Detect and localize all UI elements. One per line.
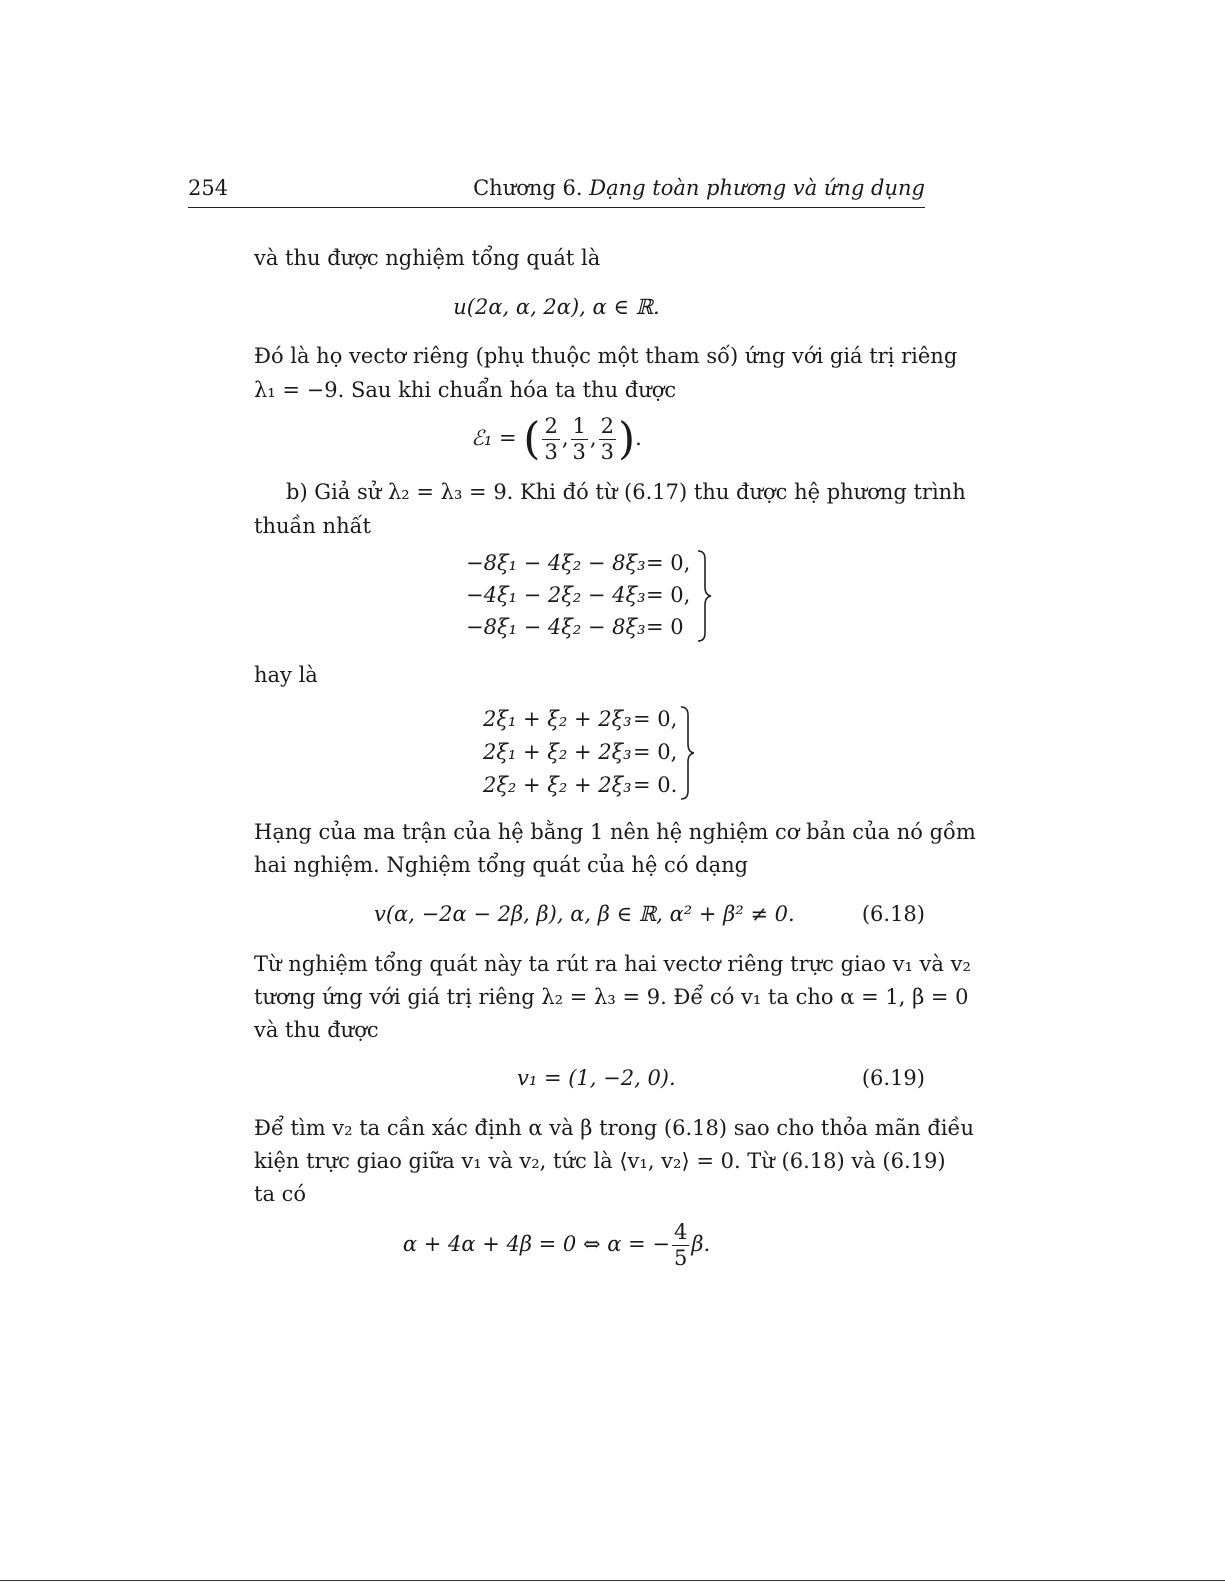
system-row: 2ξ₁ + ξ₂ + 2ξ₃	[483, 740, 632, 764]
text-line: hay là	[254, 663, 318, 687]
fraction: $\frac{2}{3}$	[600, 414, 614, 464]
text-line: ta có	[254, 1182, 307, 1206]
right-brace	[696, 549, 714, 643]
right-paren: )	[617, 413, 636, 465]
equation-normalized-vector: ℰ₁ = ( $\frac{2}{3}$ , $\frac{1}{3}$ , $\frac{2}{3}$ ).	[471, 413, 642, 465]
system-row: −4ξ₁ − 2ξ₂ − 4ξ₃	[466, 583, 646, 607]
equation-number: (6.19)	[861, 1066, 925, 1090]
text-line: Để tìm v₂ ta cần xác định α và β trong (6.18) sao cho thỏa mãn điều	[254, 1116, 974, 1140]
equation-alpha-beta: α + 4α + 4β = 0 ⇔ α = − $\frac{4}{5}$ β.	[402, 1220, 711, 1270]
text-line: Từ nghiệm tổng quát này ta rút ra hai vectơ riêng trực giao v₁ và v₂	[254, 952, 971, 976]
text-line: λ₁ = −9. Sau khi chuẩn hóa ta thu được	[254, 378, 677, 402]
header-rule	[188, 207, 925, 208]
equation-number: (6.18)	[861, 902, 925, 926]
system-row: −8ξ₁ − 4ξ₂ − 8ξ₃	[466, 551, 646, 575]
text-line: Đó là họ vectơ riêng (phụ thuộc một tham số) ứng với giá trị riêng	[254, 344, 958, 368]
running-header	[473, 178, 925, 199]
system-row: 2ξ₂ + ξ₂ + 2ξ₃	[483, 773, 632, 797]
equation-general-solution: u(2α, α, 2α), α ∈ ℝ.	[453, 295, 660, 319]
bottom-rule	[0, 1580, 1225, 1581]
fraction: $\frac{2}{3}$	[544, 414, 558, 464]
system-row: −8ξ₁ − 4ξ₂ − 8ξ₃	[466, 615, 646, 639]
right-brace	[679, 705, 697, 801]
equation-6-18: v(α, −2α − 2β, β), α, β ∈ ℝ, α² + β² ≠ 0.	[374, 902, 795, 926]
eq-lhs: ℰ₁ =	[471, 426, 524, 450]
equation-6-19: v₁ = (1, −2, 0).	[517, 1066, 676, 1090]
text-line: tương ứng với giá trị riêng λ₂ = λ₃ = 9. Để có v₁ ta cho α = 1, β = 0	[254, 985, 969, 1009]
document-page: 254 Chương 6. Dạng toàn phương và ứng dụng và thu được nghiệm tổng quát là u(2α, α, 2α), α ∈ ℝ. Đó là họ vectơ riêng (phụ thuộc một tham số) ứng với giá trị riêng λ₁ = −9. Sau khi chuẩn hóa ta thu được ℰ₁ = ( $\frac{2}{3}$ , $\frac{1}{3}$ , $\frac{2}{3}$ ). b) Giả sử λ₂ = λ₃ = 9. Khi đó từ (6.17) thu được hệ phương trình thuần nhất −8ξ₁ − 4ξ₂ − 8ξ₃ = 0, −4ξ₁ − 2ξ₂ − 4ξ₃ = 0, −8ξ₁ − 4ξ₂ − 8ξ₃ = 0 hay là 2ξ₁ + ξ₂ + 2ξ₃ = 0, 2ξ₁ + ξ₂ + 2ξ₃ = 0, 2ξ₂ + ξ₂ + 2ξ₃ = 0. Hạng của ma trận của hệ bằng 1 nên hệ nghiệm cơ bản của nó gồm hai nghiệm. Nghiệm tổng quát của hệ có dạng v(α, −2α − 2β, β), α, β ∈ ℝ, α² + β² ≠ 0. (6.18) Từ nghiệm tổng quát này ta rút ra hai vectơ riêng trực giao v₁ và v₂ tương ứng với giá trị riêng λ₂ = λ₃ = 9. Để có v₁ ta cho α = 1, β = 0 và thu được v₁ = (1, −2, 0). (6.19) Để tìm v₂ ta cần xác định α và β trong (6.18) sao cho thỏa mãn điều kiện trực giao giữa v₁ và v₂, tức là ⟨v₁, v₂⟩ = 0. Từ (6.18) và (6.19) ta có α + 4α + 4β = 0 ⇔ α = − $\frac{4}{5}$ β.	[0, 0, 1225, 1585]
chapter-title: Dạng toàn phương và ứng dụng	[589, 176, 925, 200]
fraction: $\frac{4}{5}$	[673, 1220, 688, 1270]
text-line: thuần nhất	[254, 514, 371, 538]
page-number: 254	[188, 176, 229, 200]
text-line: kiện trực giao giữa v₁ và v₂, tức là ⟨v₁, v₂⟩ = 0. Từ (6.18) và (6.19)	[254, 1149, 946, 1173]
text-line: Hạng của ma trận của hệ bằng 1 nên hệ nghiệm cơ bản của nó gồm	[254, 820, 976, 844]
left-paren: (	[523, 413, 541, 465]
system-row: 2ξ₁ + ξ₂ + 2ξ₃	[483, 707, 632, 731]
text-line: hai nghiệm. Nghiệm tổng quát của hệ có dạng	[254, 853, 749, 877]
chapter-prefix: Chương 6.	[473, 176, 583, 200]
fraction: $\frac{1}{3}$	[572, 414, 586, 464]
text-line: b) Giả sử λ₂ = λ₃ = 9. Khi đó từ (6.17) thu được hệ phương trình	[286, 480, 966, 504]
text-line: và thu được nghiệm tổng quát là	[254, 246, 601, 270]
text-line: và thu được	[254, 1018, 379, 1042]
